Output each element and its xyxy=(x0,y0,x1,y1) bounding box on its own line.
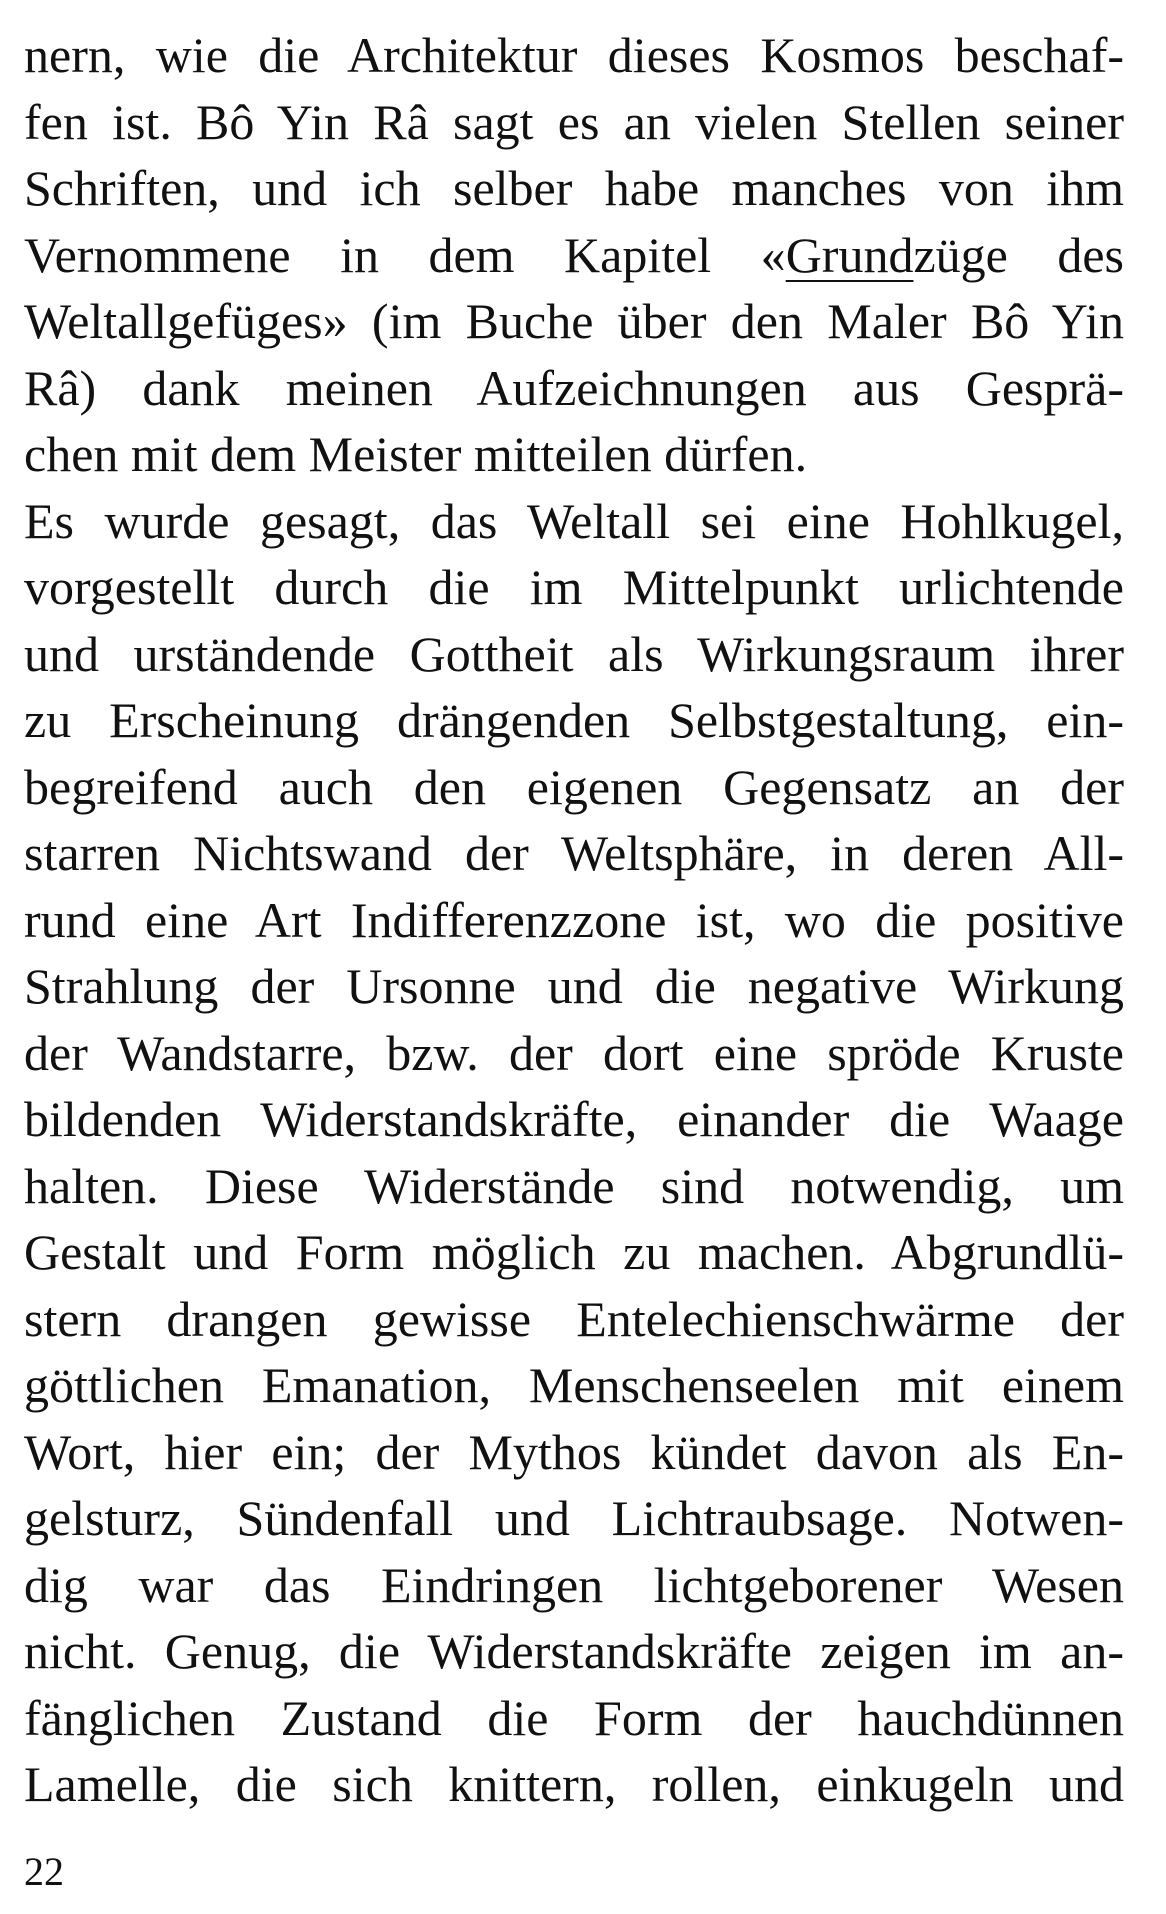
text-line: Lamelle, die sich knittern, rollen, einkugeln und xyxy=(24,1756,1124,1812)
text-line: zu Erscheinung drängenden Selbstgestaltung, ein- xyxy=(24,692,1124,748)
text-line: und urständende Gottheit als Wirkungsraum ihrer xyxy=(24,625,1124,682)
text-line: fänglichen Zustand die Form der hauchdünnen xyxy=(24,1689,1124,1746)
text-line: vorgestellt durch die im Mittelpunkt urlichtende xyxy=(24,559,1124,615)
text-line: Schriften, und ich selber habe manches von ihm xyxy=(24,160,1124,216)
page-number: 22 xyxy=(24,1849,64,1894)
text-line: starren Nichtswand der Weltsphäre, in deren All- xyxy=(24,825,1124,881)
text-line: der Wandstarre, bzw. der dort eine spröde Kruste xyxy=(24,1024,1124,1081)
text-line: begreifend auch den eigenen Gegensatz an der xyxy=(24,758,1124,815)
text-line: göttlichen Emanation, Menschenseelen mit einem xyxy=(24,1357,1124,1413)
text-line: Weltallgefüges» (im Buche über den Maler Bô Yin xyxy=(24,293,1124,349)
text-line: Râ) dank meinen Aufzeichnungen aus Gesprä- xyxy=(24,359,1124,416)
text-line: Gestalt und Form möglich zu machen. Abgrundlü- xyxy=(24,1224,1124,1280)
text-line: fen ist. Bô Yin Râ sagt es an vielen Stellen seiner xyxy=(24,93,1124,150)
text-line: Es wurde gesagt, das Weltall sei eine Hohlkugel, xyxy=(24,492,1124,549)
text-line: Strahlung der Ursonne und die negative Wirkung xyxy=(24,958,1124,1014)
text-line: halten. Diese Widerstände sind notwendig, um xyxy=(24,1157,1124,1214)
body-text xyxy=(24,22,1124,1818)
text-line-with-annotation xyxy=(24,222,1124,289)
text-segment: Vernommene in dem Kapitel « xyxy=(24,226,786,283)
text-line: stern drangen gewisse Entelechienschwärme der xyxy=(24,1290,1124,1347)
text-line: Wort, hier ein; der Mythos kündet davon als En- xyxy=(24,1423,1124,1480)
text-line: dig war das Eindringen lichtgeborener Wesen xyxy=(24,1556,1124,1613)
handwritten-underline: Grund xyxy=(785,226,914,283)
text-segment: züge des xyxy=(913,226,1124,283)
text-line: nicht. Genug, die Widerstandskräfte zeigen im an- xyxy=(24,1623,1124,1679)
text-line: nern, wie die Architektur dieses Kosmos beschaf- xyxy=(24,27,1124,83)
text-line: gelsturz, Sündenfall und Lichtraubsage. Notwen- xyxy=(24,1490,1124,1546)
text-line: rund eine Art Indifferenzzone ist, wo die positive xyxy=(24,891,1124,948)
paragraph-end-line: chen mit dem Meister mitteilen dürfen. xyxy=(24,426,808,482)
text-line: bildenden Widerstandskräfte, einander die Waage xyxy=(24,1091,1124,1147)
